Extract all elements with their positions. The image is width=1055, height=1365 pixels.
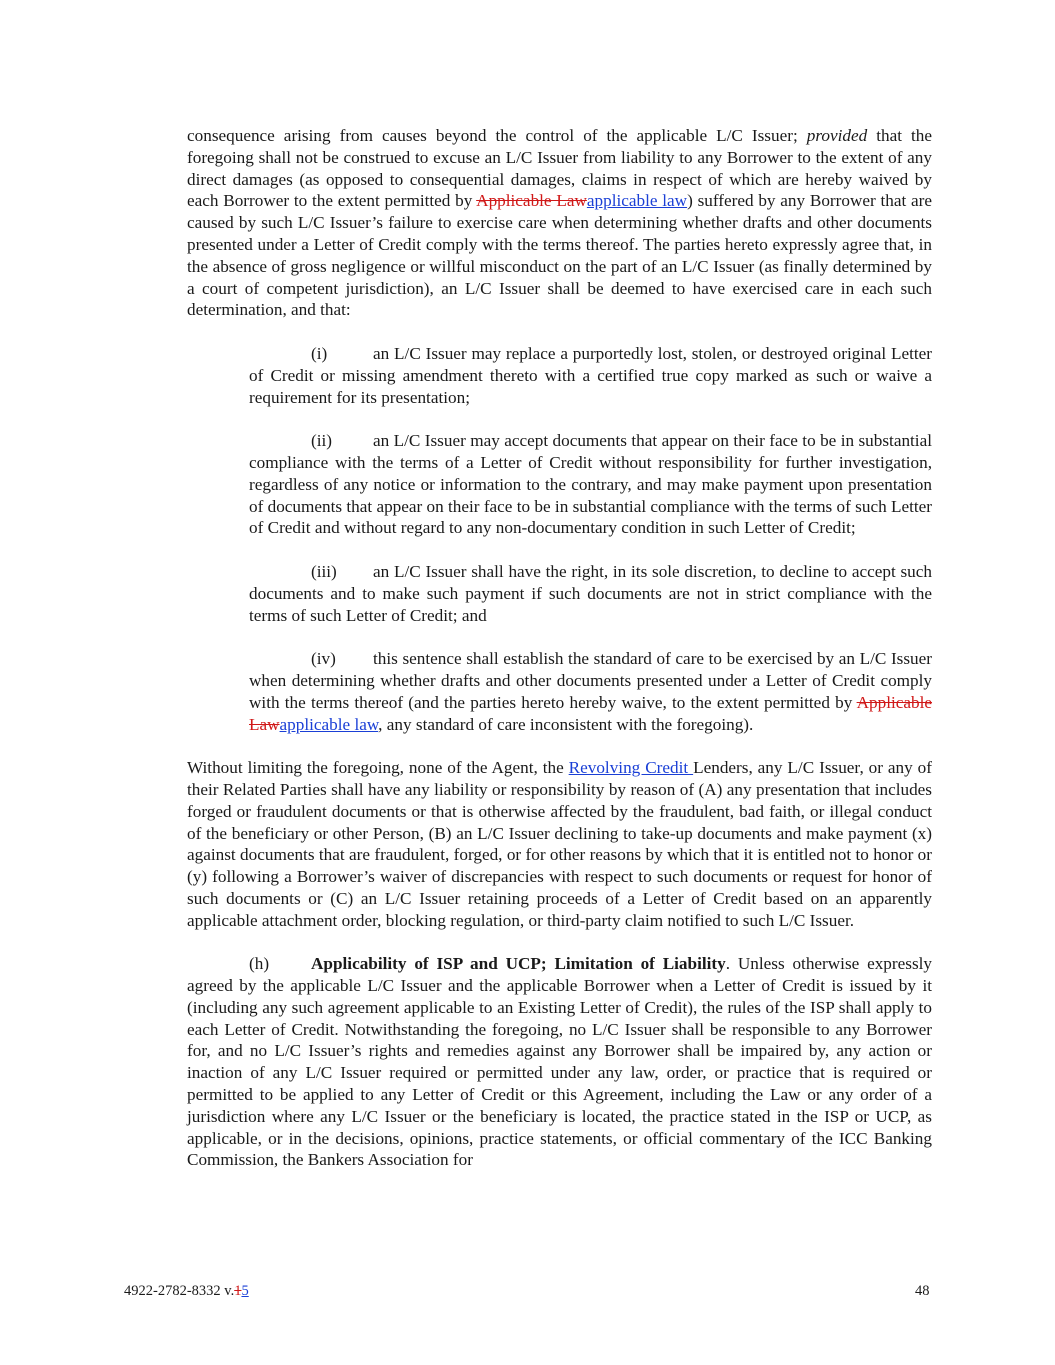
page-number: 48 [915, 1283, 930, 1299]
item-text: , any standard of care inconsistent with the foregoing). [378, 714, 754, 734]
item-text: an L/C Issuer may accept documents that appear on their face to be in substantial compliance with the terms of a Letter of Credit without responsibility for further investigation, regardless of any notice or information to the contrary, and may make payment upon presentation of documents that appear on their face to be in substantial compliance with the terms of such Letter of Credit and without regard to any non-documentary condition in such Letter of Credit; [249, 431, 932, 538]
document-body [187, 125, 932, 1171]
list-item-i [249, 343, 932, 408]
inserted-version: 5 [241, 1283, 249, 1299]
deleted-text: Applicable Law [249, 692, 932, 734]
item-text: this sentence shall establish the standard of care to be exercised by an L/C Issuer when determining whether drafts and other documents presented under a Letter of Credit comply with the terms thereof (and the parties hereto hereby waive, to the extent permitted by [249, 649, 932, 712]
list-item-iv [249, 648, 932, 735]
item-text: an L/C Issuer may replace a purportedly lost, stolen, or destroyed original Letter of Credit or missing amendment thereto with a certified true copy marked as such or waive a requirement for its presentation; [249, 343, 932, 407]
text-run: consequence arising from causes beyond the control of the applicable L/C Issuer; [187, 126, 807, 145]
deleted-version: 1 [234, 1283, 242, 1299]
inserted-text: applicable law [279, 714, 379, 734]
list-item-ii [249, 430, 932, 539]
inserted-text: Revolving Credit [568, 758, 694, 778]
text-run: Lenders, any L/C Issuer, or any of their Related Parties shall have any liability or responsibility by reason of (A) any presentation that includes forged or fraudulent documents or that is otherwise affected by the fraudulent, bad faith, or illegal conduct of the beneficiary or other Person, (B) an L/C Issuer declining to take-up documents and make payment (x) against documents that are fraudulent, forged, or for other reasons by which that it is entitled not to honor or (y) following a Borrower’s waiver of discrepancies with respect to such documents or request for honor of such documents or (C) an L/C Issuer retaining proceeds of a Letter of Credit based on an apparently applicable attachment order, blocking regulation, or third-party claim notified to such L/C Issuer. [187, 758, 932, 930]
item-number: (ii) [311, 431, 332, 451]
deleted-text: Applicable Law [476, 191, 587, 211]
section-number: (h) [249, 954, 270, 974]
item-number: (iv) [311, 649, 336, 669]
item-text: an L/C Issuer shall have the right, in its sole discretion, to decline to accept such documents and to make such payment if such documents are not in strict compliance with the terms of such Letter of Credit; and [249, 561, 932, 625]
section-heading: Applicability of ISP and UCP; Limitation of Liability [311, 954, 726, 974]
text-run: ) suffered by any Borrower that are caused by such L/C Issuer’s failure to exercise care when determining whether drafts and other documents presented under a Letter of Credit comply with the terms thereof. The parties hereto expressly agree that, in the absence of gross negligence or willful misconduct on the part of an L/C Issuer (as finally determined by a court of competent jurisdiction), an L/C Issuer shall be deemed to have exercised care in each such determination, and that: [187, 191, 932, 320]
paragraph-limitation [187, 757, 932, 931]
text-run: Without limiting the foregoing, none of the Agent, the [187, 758, 569, 778]
section-h [187, 953, 932, 1171]
document-id-footer [124, 1283, 249, 1300]
list-item-iii [249, 561, 932, 626]
item-number: (i) [311, 343, 328, 363]
item-number: (iii) [311, 561, 337, 581]
paragraph-care-standard [187, 125, 932, 321]
inserted-text: applicable law [586, 191, 688, 211]
text-run: . Unless otherwise expressly agreed by the applicable L/C Issuer and the applicable Borrower when a Letter of Credit is issued by it (including any such agreement applicable to an Existing Letter of Credit), the rules of the ISP shall apply to each Letter of Credit. Notwithstanding the foregoing, no L/C Issuer shall be responsible to any Borrower for, and no L/C Issuer’s rights and remedies against any Borrower shall be impaired by, any action or inaction of any L/C Issuer required or permitted under any law, order, or practice that is required or permitted to be applied to any Letter of Credit or this Agreement, including the Law or any order of a jurisdiction where any L/C Issuer or the beneficiary is located, the practice stated in the ISP or UCP, as applicable, or in the decisions, opinions, practice statements, or official commentary of the ICC Banking Commission, the Bankers Association for [187, 954, 932, 1170]
italic-provided: provided [806, 126, 868, 145]
doc-id: 4922-2782-8332 v. [124, 1283, 235, 1299]
text-run: that the foregoing shall not be construed to excuse an L/C Issuer from liability to any Borrower to the extent of any direct damages (as opposed to consequential damages, claims in respect of which are hereby waived by each Borrower to the extent permitted by [187, 126, 932, 211]
